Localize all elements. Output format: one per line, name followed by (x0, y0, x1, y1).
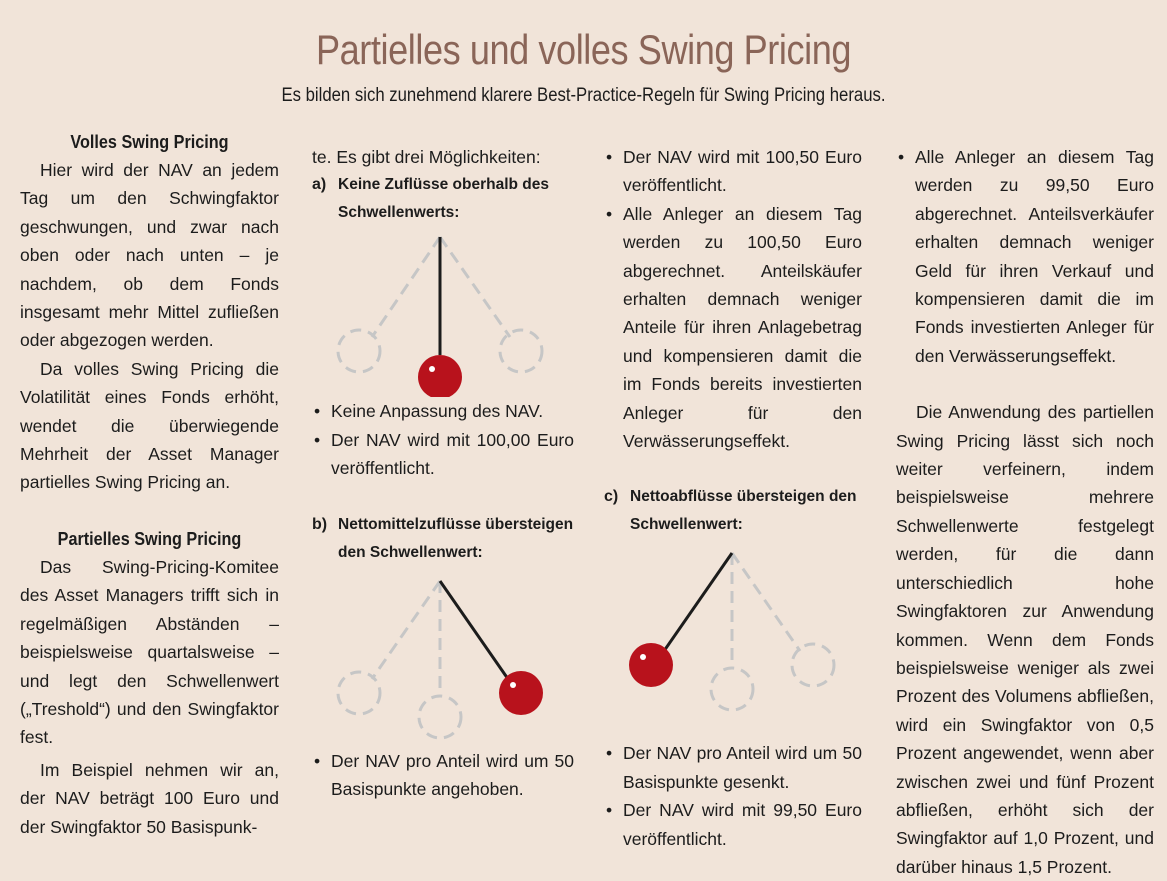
list-item: • Alle Anleger an diesem Tag werden zu 99,50 Euro abgerechnet. Anteilsverkäufer erhalten demnach weniger Geld für ihren Verkauf und kompensieren damit die im Fonds investierten Anleger für den Verwässerungseffekt. (896, 143, 1154, 370)
list-item: • Der NAV wird mit 100,00 Euro veröffentlicht. (312, 426, 574, 483)
paragraph: Hier wird der NAV an jedem Tag um den Schwingfaktor geschwungen, und zwar nach oben oder nach unten – je nachdem, ob dem Fonds insgesamt mehr Mittel zufließen oder abgezogen werden. (20, 160, 279, 351)
list-item: • Alle Anleger an diesem Tag werden zu 100,50 Euro abgerechnet. Anteilskäufer erhalten demnach weniger Anteile für ihren Anlagebetrag und kompensieren damit die im Fonds bereits investierten Anleger für den Verwässerungseffekt. (604, 200, 862, 456)
case-b-bullets (312, 747, 574, 804)
case-c-bullets-cont (896, 143, 1154, 370)
case-text: Nettomittelzuflüsse übersteigen den Schwellenwert: (338, 515, 574, 561)
column-2 (312, 143, 574, 803)
pendulum-diagram-b (312, 567, 574, 747)
case-c-heading (604, 483, 862, 539)
section-heading-partielles: Partielles Swing Pricing (57, 528, 242, 549)
page-subtitle: Es bilden sich zunehmend klarere Best-Practice-Regeln für Swing Pricing heraus. (281, 85, 886, 106)
paragraph: Da volles Swing Pricing die Volatilität eines Fonds erhöht, wendet die überwiegende Mehrheit der Asset Manager partielles Swing Pricing an. (20, 358, 279, 493)
pendulum-diagram-c (604, 539, 862, 739)
list-item: • Der NAV pro Anteil wird um 50 Basispunkte angehoben. (312, 747, 574, 804)
pendulum-ghost-ball (792, 644, 834, 686)
pendulum-ghost-ball (419, 696, 461, 738)
column-4 (896, 143, 1154, 881)
paragraph: Das Swing-Pricing-Komitee des Asset Managers trifft sich in regelmäßigen Abständen – beispielsweise quartalsweise – und legt den Schwellenwert („Treshold“) und den Swingfaktor fest. (20, 556, 279, 748)
pendulum-string (664, 553, 732, 651)
paragraph: Die Anwendung des partiellen Swing Pricing lässt sich noch weiter verfeinern, indem beispielsweise mehrere Schwellenwerte festgelegt werden, für die dann unterschiedlich hohe Swingfaktoren zur Anwendung kommen. Wenn dem Fonds beispielsweise weniger als zwei Prozent des Volumens abfließen, wird ein Swingfaktor von 0,5 Prozent angewendet, wenn aber zwischen zwei und fünf Prozent abfließen, erhöht sich der Swingfaktor auf 1,0 Prozent, und darüber hinaus 1,5 Prozent. (896, 402, 1154, 877)
pendulum-dashed-string (372, 237, 440, 337)
case-a-bullets (312, 397, 574, 482)
paragraph: te. Es gibt drei Möglichkeiten: (312, 147, 541, 167)
list-item: • Der NAV wird mit 99,50 Euro veröffentlicht. (604, 796, 862, 853)
pendulum-ghost-ball (711, 668, 753, 710)
case-a-heading (312, 171, 574, 227)
pendulum-ball (499, 671, 543, 715)
list-item: • Keine Anpassung des NAV. (312, 397, 574, 425)
pendulum-ghost-ball (338, 672, 380, 714)
page-title: Partielles und volles Swing Pricing (315, 26, 852, 73)
pendulum-ball (629, 643, 673, 687)
case-text: Nettoabflüsse übersteigen den Schwellenwert: (630, 488, 857, 534)
case-label: a) (312, 176, 327, 194)
case-label: c) (604, 488, 619, 506)
case-c-bullets (604, 739, 862, 853)
pendulum-diagram-a (312, 227, 574, 397)
pendulum-ghost-ball (338, 330, 380, 372)
pendulum-ghost-ball (500, 330, 542, 372)
pendulum-dashed-string (440, 237, 510, 337)
pendulum-string (440, 581, 508, 679)
pendulum-dashed-string (732, 553, 800, 651)
pendulum-dashed-string (372, 581, 440, 679)
section-heading-volles: Volles Swing Pricing (70, 132, 229, 152)
case-b-bullets-cont (604, 143, 862, 455)
case-b-heading (312, 511, 574, 567)
column-1 (20, 128, 279, 841)
list-item: • Der NAV pro Anteil wird um 50 Basispunkte gesenkt. (604, 739, 862, 796)
case-label: b) (312, 515, 328, 533)
pendulum-ball (418, 355, 462, 397)
paragraph: Im Beispiel nehmen wir an, der NAV beträgt 100 Euro und der Swingfaktor 50 Basispunk- (20, 759, 279, 837)
column-3 (604, 143, 862, 853)
list-item: • Der NAV wird mit 100,50 Euro veröffentlicht. (604, 143, 862, 200)
case-text: Keine Zuflüsse oberhalb des Schwellenwerts: (338, 176, 550, 222)
